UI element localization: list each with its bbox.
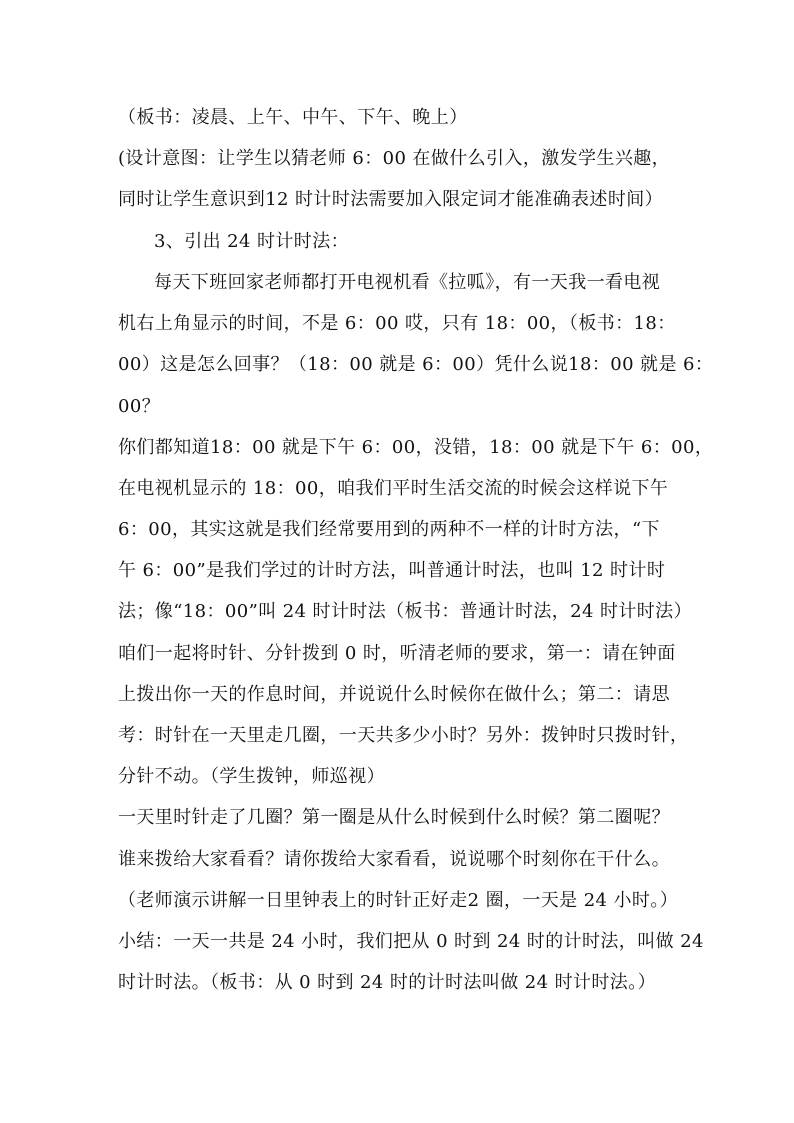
text-line: 你们都知道18：00 就是下午 6：00，没错，18：00 就是下午 6：00， [118,437,714,458]
text-line: 在电视机显示的 18：00，咱我们平时生活交流的时候会这样说下午 [118,478,669,499]
text-line: 咱们一起将时针、分针拨到 0 时，听清老师的要求，第一：请在钟面 [118,643,676,664]
text-line: 时计时法。（板书：从 0 时到 24 时的计时法叫做 24 时计时法。） [118,972,656,993]
text-line: 一天里时针走了几圈？第一圈是从什么时候到什么时候？第二圈呢？ [118,807,670,828]
text-line: （板书：凌晨、上午、中午、下午、晚上） [118,107,468,128]
text-line: 同时让学生意识到12 时计时法需要加入限定词才能准确表述时间） [118,189,664,210]
section-heading: 3、引出 24 时计时法： [154,231,349,252]
text-line: 6：00，其实这就是我们经常要用到的两种不一样的计时方法，“下 [118,519,660,540]
text-line: 考：时针在一天里走几圈，一天共多少小时？另外：拨钟时只拨时针， [118,725,689,746]
text-line: 机右上角显示的时间，不是 6：00 哎，只有 18：00，（板书：18： [118,313,676,334]
text-line: 分针不动。（学生拨钟，师巡视） [118,766,385,787]
text-line: 法；像“18：00”叫 24 时计时法（板书：普通计时法，24 时计时法） [118,601,692,622]
text-line: （老师演示讲解一日里钟表上的时针正好走2 圈，一天是 24 小时。） [118,890,679,911]
text-line: 00？ [118,396,161,417]
text-line: 谁来拨给大家看看？请你拨给大家看看，说说哪个时刻你在干什么。 [118,849,670,870]
text-line: 00）这是怎么回事？（18：00 就是 6：00）凭什么说18：00 就是 6： [118,354,714,375]
text-line: (设计意图：让学生以猜老师 6：00 在做什么引入，激发学生兴趣， [118,148,671,169]
text-line: 午 6：00”是我们学过的计时方法，叫普通计时法，也叫 12 时计时 [118,560,666,581]
text-line: 小结：一天一共是 24 小时，我们把从 0 时到 24 时的计时法，叫做 24 [118,931,704,952]
text-line: 上拨出你一天的作息时间，并说说什么时候你在做什么；第二：请思 [118,684,670,705]
text-line: 每天下班回家老师都打开电视机看《拉呱》，有一天我一看电视 [154,272,661,293]
